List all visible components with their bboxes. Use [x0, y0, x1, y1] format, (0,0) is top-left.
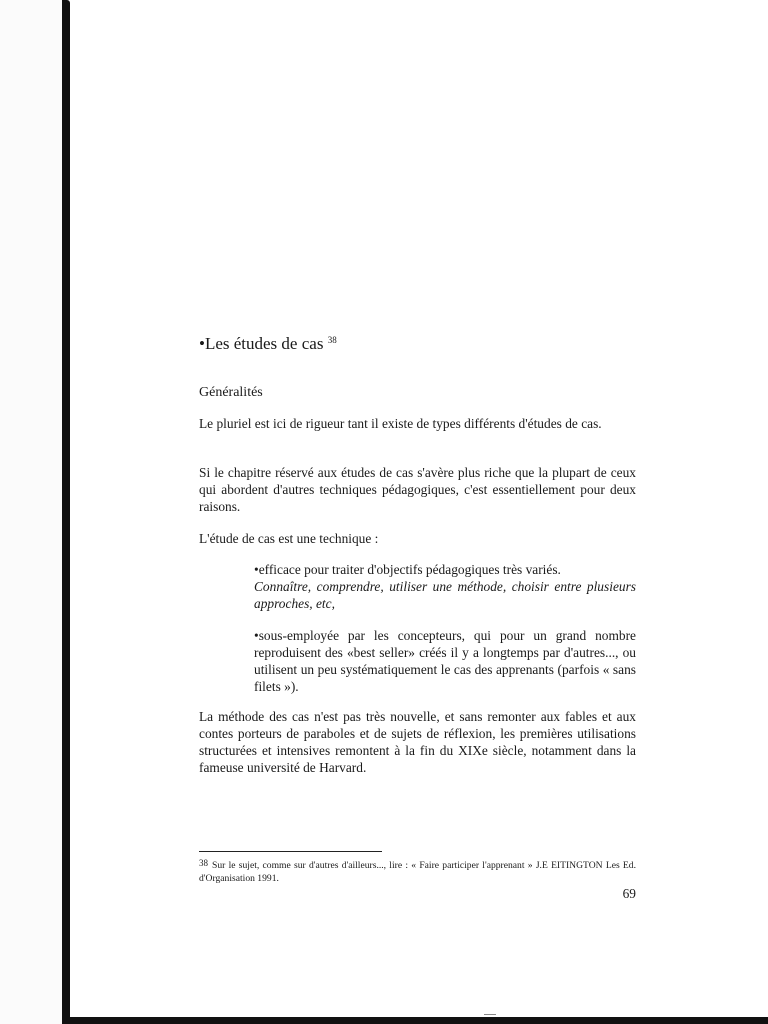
footnote-number: 38 [199, 858, 208, 868]
bullet-sous-employee: •sous-employée par les concepteurs, qui pour un grand nombre reproduisent des «best seller» créés il y a longtemps par d'autres..., ou utilisent un peu systématiquement le cas des apprenants (parfois « sans filets »). [254, 628, 636, 694]
section-subheading: Généralités [199, 385, 263, 400]
scan-binding-edge [62, 0, 70, 1024]
bullet-efficace-italic: Connaître, comprendre, utiliser une méthode, choisir entre plusieurs approches, etc, [254, 579, 636, 611]
footnote-divider [199, 851, 382, 852]
footnote [199, 857, 636, 885]
bullet-efficace-text: •efficace pour traiter d'objectifs pédagogiques très variés. [254, 562, 561, 577]
paragraph-history: La méthode des cas n'est pas très nouvelle, et sans remonter aux fables et aux contes porteurs de paraboles et de sujets de réflexion, les premières utilisations structurées et intensives remontent à la fin du XIXe siècle, notamment dans la fameuse université de Harvard. [199, 709, 636, 775]
footnote-text: Sur le sujet, comme sur d'autres d'ailleurs..., lire : « Faire participer l'apprenant » J.E EITINGTON Les Ed. d'Organisation 1991. [199, 860, 636, 884]
page-number: 69 [622, 886, 636, 901]
bullet-efficace [254, 561, 636, 612]
document-page [199, 0, 636, 1024]
section-heading [199, 334, 337, 354]
section-heading-text: •Les études de cas [199, 334, 324, 353]
paragraph-technique-intro: L'étude de cas est une technique : [199, 531, 379, 546]
paragraph-chapter: Si le chapitre réservé aux études de cas s'avère plus riche que la plupart de ceux qui abordent d'autres techniques pédagogiques, c'est essentiellement pour deux raisons. [199, 465, 636, 514]
scan-margin [0, 0, 62, 1024]
heading-footnote-ref: 38 [327, 335, 337, 345]
paragraph-plural: Le pluriel est ici de rigueur tant il existe de types différents d'études de cas. [199, 416, 602, 431]
